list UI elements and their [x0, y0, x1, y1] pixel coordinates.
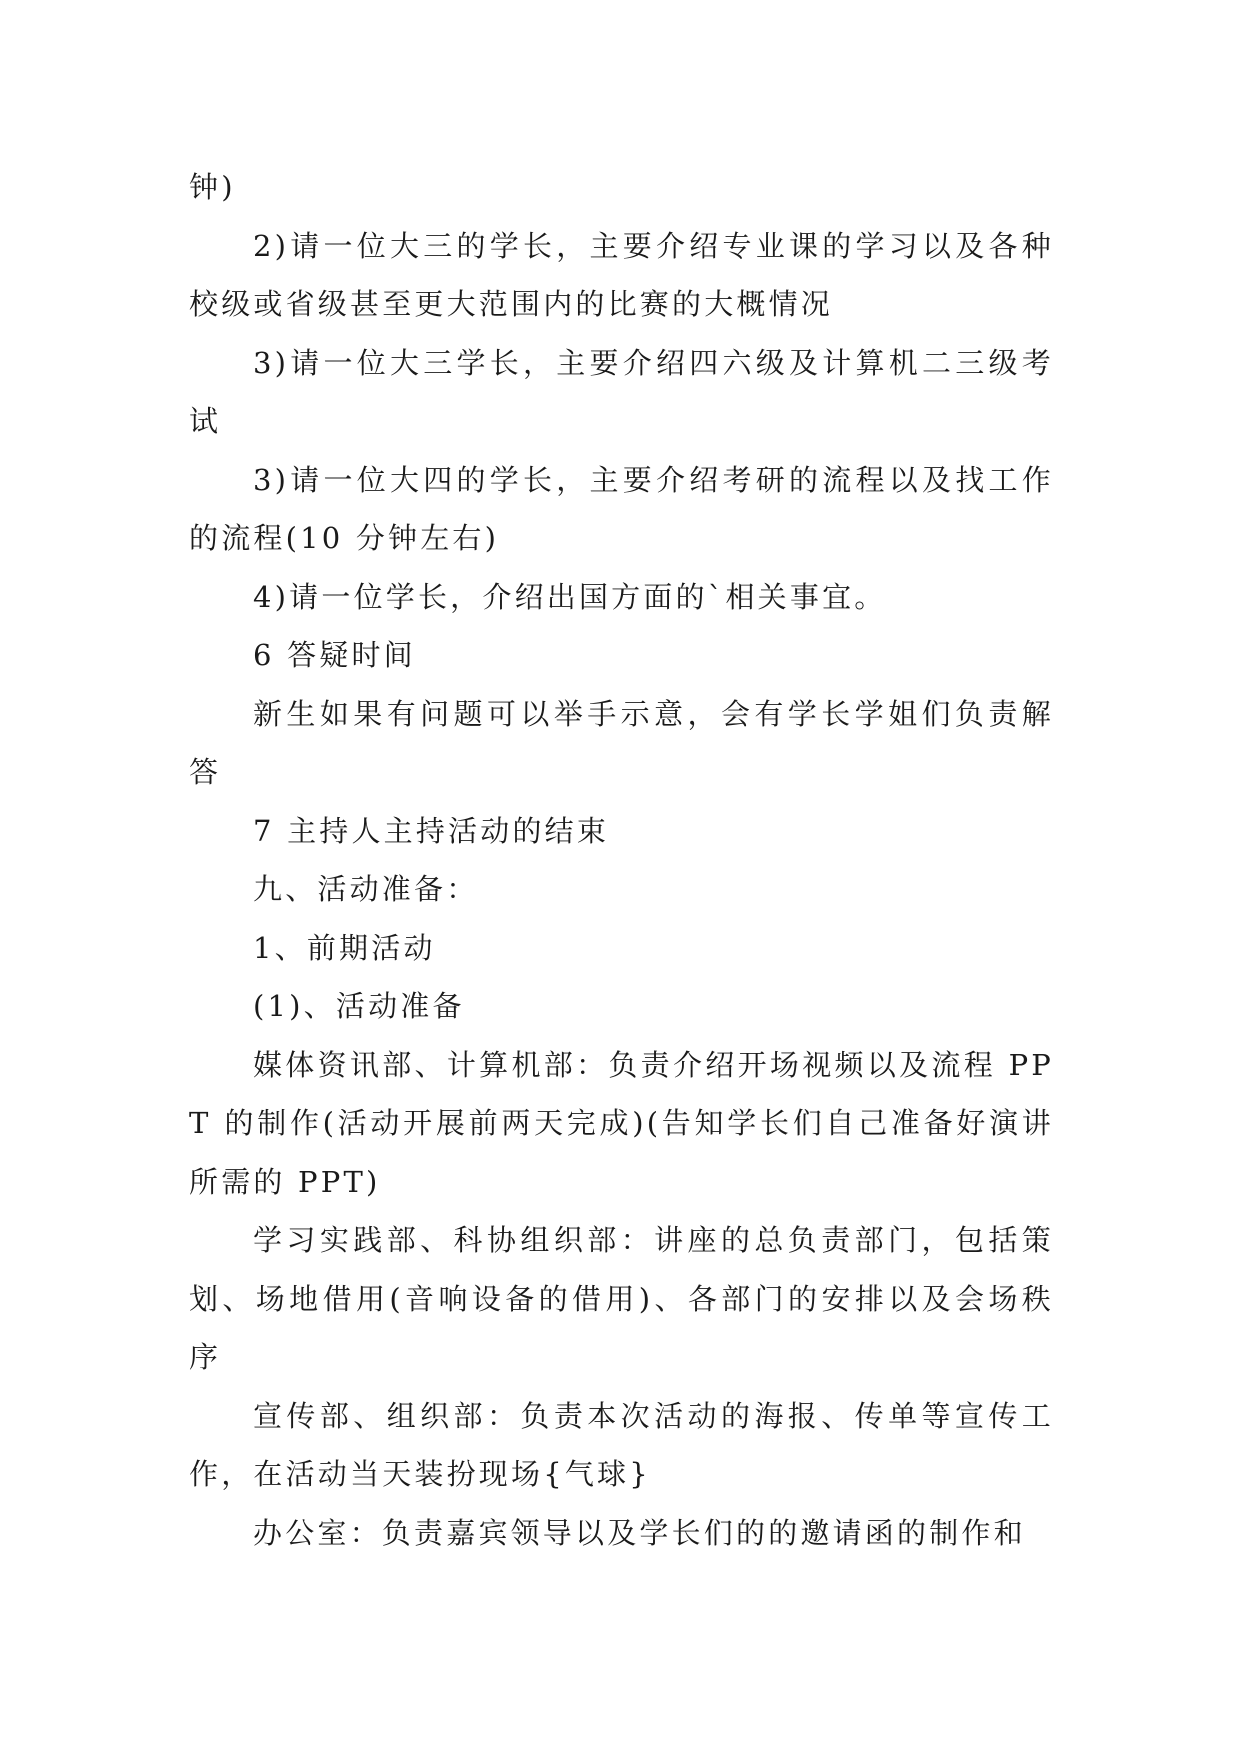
subsection-heading: (1)、活动准备	[253, 989, 465, 1023]
paragraph: 宣传部、组织部：负责本次活动的海报、传单等宣传工作，在活动当天装扮现场{气球}	[189, 1398, 1054, 1491]
paragraph: 学习实践部、科协组织部：讲座的总负责部门，包括策划、场地借用(音响设备的借用)、各部门的安排以及会场秩序	[189, 1223, 1054, 1374]
subsection-heading: 1、前期活动	[253, 930, 436, 965]
paragraph: 钟)	[189, 170, 236, 204]
paragraph: 办公室：负责嘉宾领导以及学长们的的邀请函的制作和	[253, 1515, 1026, 1550]
paragraph: 2)请一位大三的学长，主要介绍专业课的学习以及各种校级或省级甚至更大范围内的比赛的大概情况	[189, 228, 1054, 321]
paragraph: 媒体资讯部、计算机部：负责介绍开场视频以及流程 PPT 的制作(活动开展前两天完成)(告知学长们自己准备好演讲所需的 PPT)	[189, 1047, 1054, 1199]
paragraph: 4)请一位学长，介绍出国方面的`相关事宜。	[253, 579, 887, 614]
paragraph: 6 答疑时间	[253, 638, 416, 672]
paragraph: 3)请一位大三学长，主要介绍四六级及计算机二三级考试	[189, 345, 1054, 438]
section-heading: 九、活动准备：	[253, 872, 479, 906]
paragraph: 3)请一位大四的学长，主要介绍考研的流程以及找工作的流程(10 分钟左右)	[189, 462, 1054, 555]
document-body	[189, 158, 1054, 1562]
paragraph: 7 主持人主持活动的结束	[253, 813, 610, 848]
paragraph: 新生如果有问题可以举手示意，会有学长学姐们负责解答	[189, 696, 1054, 789]
